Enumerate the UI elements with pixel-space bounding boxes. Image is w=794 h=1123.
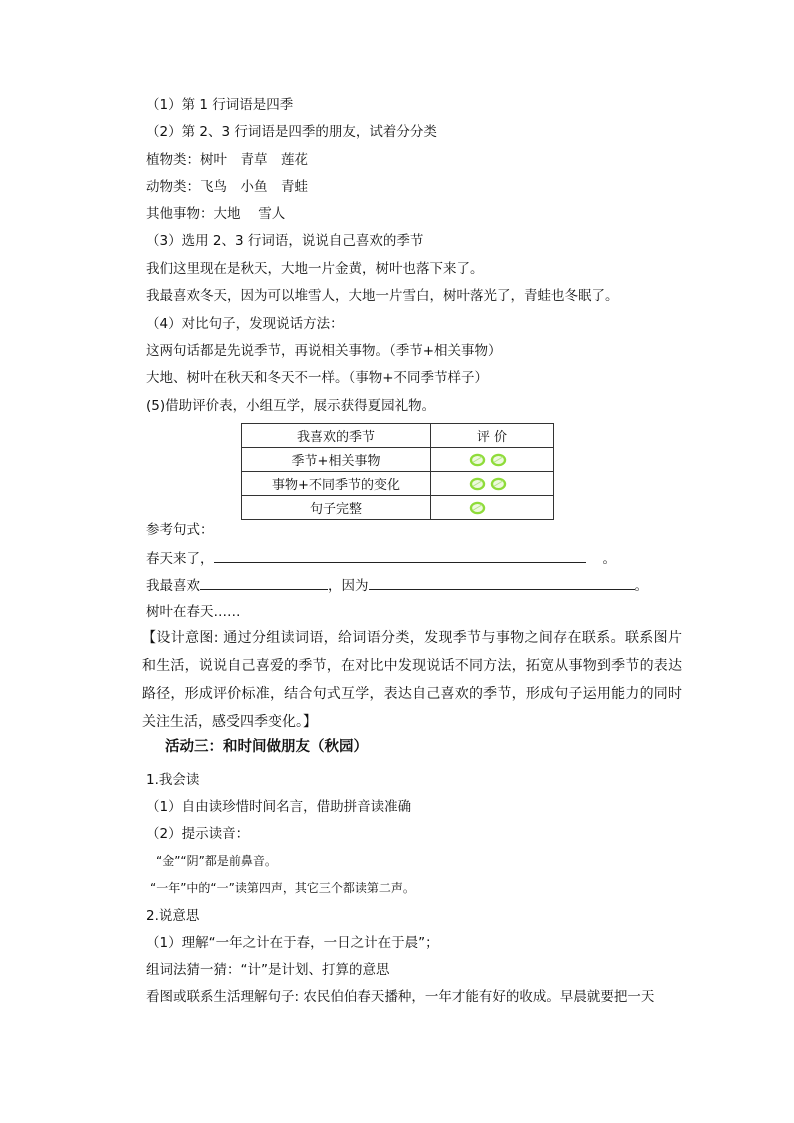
leaf-icon	[469, 477, 486, 491]
table-header-season: 我喜欢的季节	[242, 424, 431, 448]
line-step-4: （4）对比句子，发现说话方法：	[146, 316, 344, 332]
reference-sentence-1	[146, 548, 616, 569]
line-read-freely: （1）自由读珍惜时间名言，借助拼音读准确	[146, 799, 412, 815]
criterion-cell: 事物+不同季节的变化	[242, 472, 431, 496]
line-others: 其他事物：大地 雪人	[146, 206, 286, 222]
reference-sentence-3: 树叶在春天……	[146, 604, 241, 620]
reference-title: 参考句式：	[146, 522, 214, 538]
table-row	[242, 472, 554, 496]
leaf-icon	[490, 477, 507, 491]
criterion-cell: 句子完整	[242, 496, 431, 520]
line-guess-meaning: 组词法猜一猜：“计”是计划、打算的意思	[146, 962, 390, 978]
leaf-icon	[469, 501, 486, 515]
sentence-2-end: 。	[634, 578, 648, 594]
table-header-evaluation: 评 价	[431, 424, 554, 448]
line-nasal-note: “金”“阴”都是前鼻音。	[156, 854, 277, 868]
section-1-heading: 1.我会读	[146, 772, 200, 788]
line-step-5: (5)借助评价表，小组互学，展示获得夏园礼物。	[146, 398, 436, 414]
design-intent-paragraph: 【设计意图: 通过分组读词语，给词语分类，发现季节与事物之间存在联系。联系图片和生活，说说自己喜爱的季节，在对比中发现说话不同方法，拓宽从事物到季节的表达路径，形成评价标准，结合句式互学，表达自己喜欢的季节，形成句子运用能力的同时关注生活，感受四季变化。】	[142, 630, 682, 730]
table-row	[242, 496, 554, 520]
sentence-2-mid: ，因为	[328, 578, 369, 594]
table-header-row	[242, 424, 554, 448]
sentence-2-start: 我最喜欢	[146, 578, 200, 594]
line-picture-understanding: 看图或联系生活理解句子: 农民伯伯春天播种，一年才能有好的收成。早晨就要把一天	[146, 989, 655, 1005]
leaf-rating-cell	[431, 448, 554, 472]
leaf-rating-cell	[431, 472, 554, 496]
evaluation-table	[241, 423, 554, 520]
line-step-3: （3）选用 2、3 行词语，说说自己喜欢的季节	[146, 233, 424, 249]
line-animals: 动物类：飞鸟 小鱼 青蛙	[146, 179, 308, 195]
table-row	[242, 448, 554, 472]
criterion-cell: 季节+相关事物	[242, 448, 431, 472]
line-tone-note: “一年”中的“一”读第四声，其它三个都读第二声。	[150, 881, 415, 895]
section-2-heading: 2.说意思	[146, 908, 200, 924]
sentence-1-end: 。	[602, 551, 616, 567]
line-example-autumn: 我们这里现在是秋天，大地一片金黄，树叶也落下来了。	[146, 261, 484, 277]
sentence-1-start: 春天来了，	[146, 551, 214, 567]
fill-blank-line	[369, 575, 635, 590]
line-compare-2: 大地、树叶在秋天和冬天不一样。（事物+不同季节样子）	[146, 370, 489, 386]
line-step-1: （1）第 1 行词语是四季	[146, 97, 294, 113]
line-understand-proverb: （1）理解“一年之计在于春，一日之计在于晨”；	[146, 935, 439, 951]
line-pronunciation-tip: （2）提示读音：	[146, 826, 250, 842]
leaf-icon	[490, 453, 507, 467]
line-compare-1: 这两句话都是先说季节，再说相关事物。（季节+相关事物）	[146, 343, 502, 359]
leaf-icon	[469, 453, 486, 467]
activity-3-title: 活动三：和时间做朋友（秋园）	[165, 739, 368, 755]
reference-sentence-2	[146, 575, 648, 596]
line-example-winter: 我最喜欢冬天，因为可以堆雪人，大地一片雪白，树叶落光了，青蛙也冬眠了。	[146, 288, 619, 304]
fill-blank-line	[200, 575, 328, 590]
fill-blank-line	[214, 548, 586, 563]
line-step-2: （2）第 2、3 行词语是四季的朋友，试着分分类	[146, 124, 437, 140]
leaf-rating-cell	[431, 496, 554, 520]
line-plants: 植物类：树叶 青草 莲花	[146, 152, 308, 168]
